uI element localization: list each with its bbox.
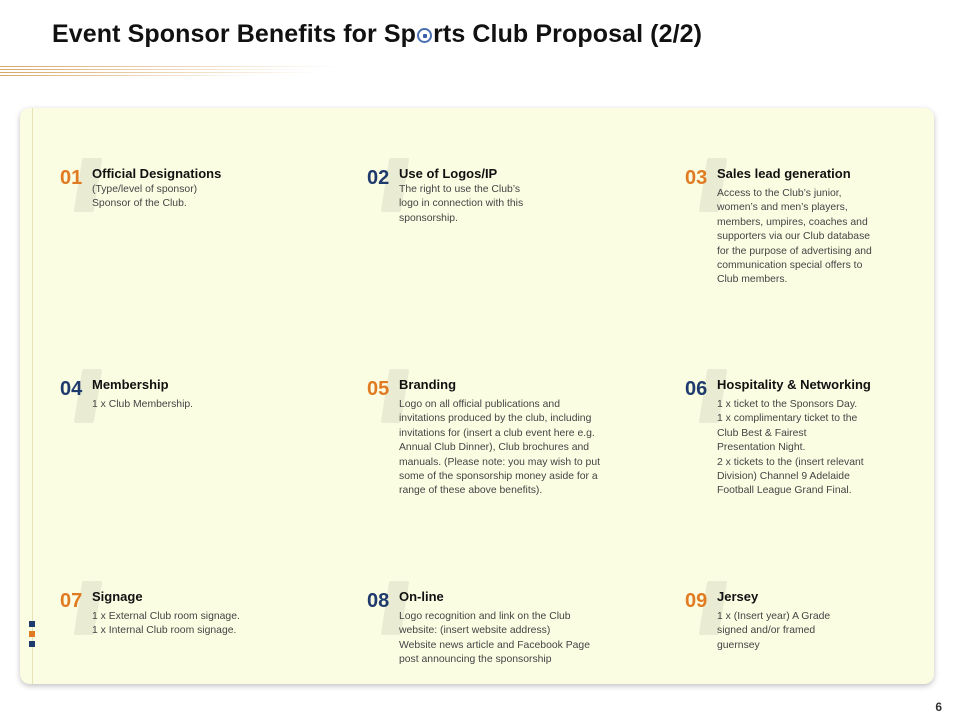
benefit-description: Logo recognition and link on the Club website: (insert website address) Website news article and Facebook Page post announcing the sponsorship: [399, 611, 590, 666]
benefit-title: Hospitality & Networking: [717, 377, 871, 392]
decor-square: [29, 631, 35, 637]
benefit-number: 06: [685, 378, 708, 400]
benefit-number: 09: [685, 590, 708, 612]
benefit-number: 01: [60, 167, 83, 189]
slide-title: Event Sponsor Benefits for Sp rts Club Proposal (2/2): [52, 20, 703, 48]
benefit-description: 1 x ticket to the Sponsors Day. 1 x complimentary ticket to the Club Best & Fairest Presentation Night. 2 x tickets to the (insert relevant Division) Channel 9 Adelaide Football League Grand Final.: [717, 399, 864, 497]
benefit-description: Access to the Club’s junior, women’s and men’s players, members, umpires, coaches and supporters via our Club database for the purpose of advertising and communication special offers to Club members.: [717, 188, 872, 286]
benefit-title: Use of Logos/IP: [399, 166, 498, 181]
benefit-description: (Type/level of sponsor) Sponsor of the Club.: [92, 184, 198, 210]
benefit-number: 07: [60, 590, 83, 612]
benefit-title: Sales lead generation: [717, 166, 851, 181]
benefit-number: 03: [685, 167, 708, 189]
benefit-title: Signage: [92, 589, 143, 604]
panel-divider-line: [32, 108, 33, 684]
benefit-title: Membership: [92, 377, 169, 392]
title-accent-lines: [0, 66, 340, 76]
benefit-description: Logo on all official publications and invitations produced by the club, including invitations for (insert a club event here e.g. Annual Club Dinner), Club brochures and manuals. (Please note: you may wish to put some of the sponsorship money aside for a range of these above benefits).: [399, 399, 600, 497]
benefit-title: Jersey: [717, 589, 759, 604]
decor-square: [29, 641, 35, 647]
benefit-number: 04: [60, 378, 83, 400]
benefit-description: 1 x External Club room signage. 1 x Internal Club room signage.: [92, 611, 240, 637]
decor-square: [29, 621, 35, 627]
benefit-title: Official Designations: [92, 166, 222, 181]
benefit-description: The right to use the Club’s logo in connection with this sponsorship.: [399, 184, 524, 224]
benefit-description: 1 x (Insert year) A Grade signed and/or framed guernsey: [717, 611, 831, 651]
page-number: 6: [935, 700, 942, 714]
soccer-ball-icon: [417, 28, 432, 43]
benefit-description: 1 x Club Membership.: [92, 399, 194, 410]
benefit-number: 08: [367, 590, 390, 612]
benefit-number: 02: [367, 167, 390, 189]
benefit-title: Branding: [399, 377, 457, 392]
benefit-number: 05: [367, 378, 390, 400]
benefit-title: On-line: [399, 589, 444, 604]
